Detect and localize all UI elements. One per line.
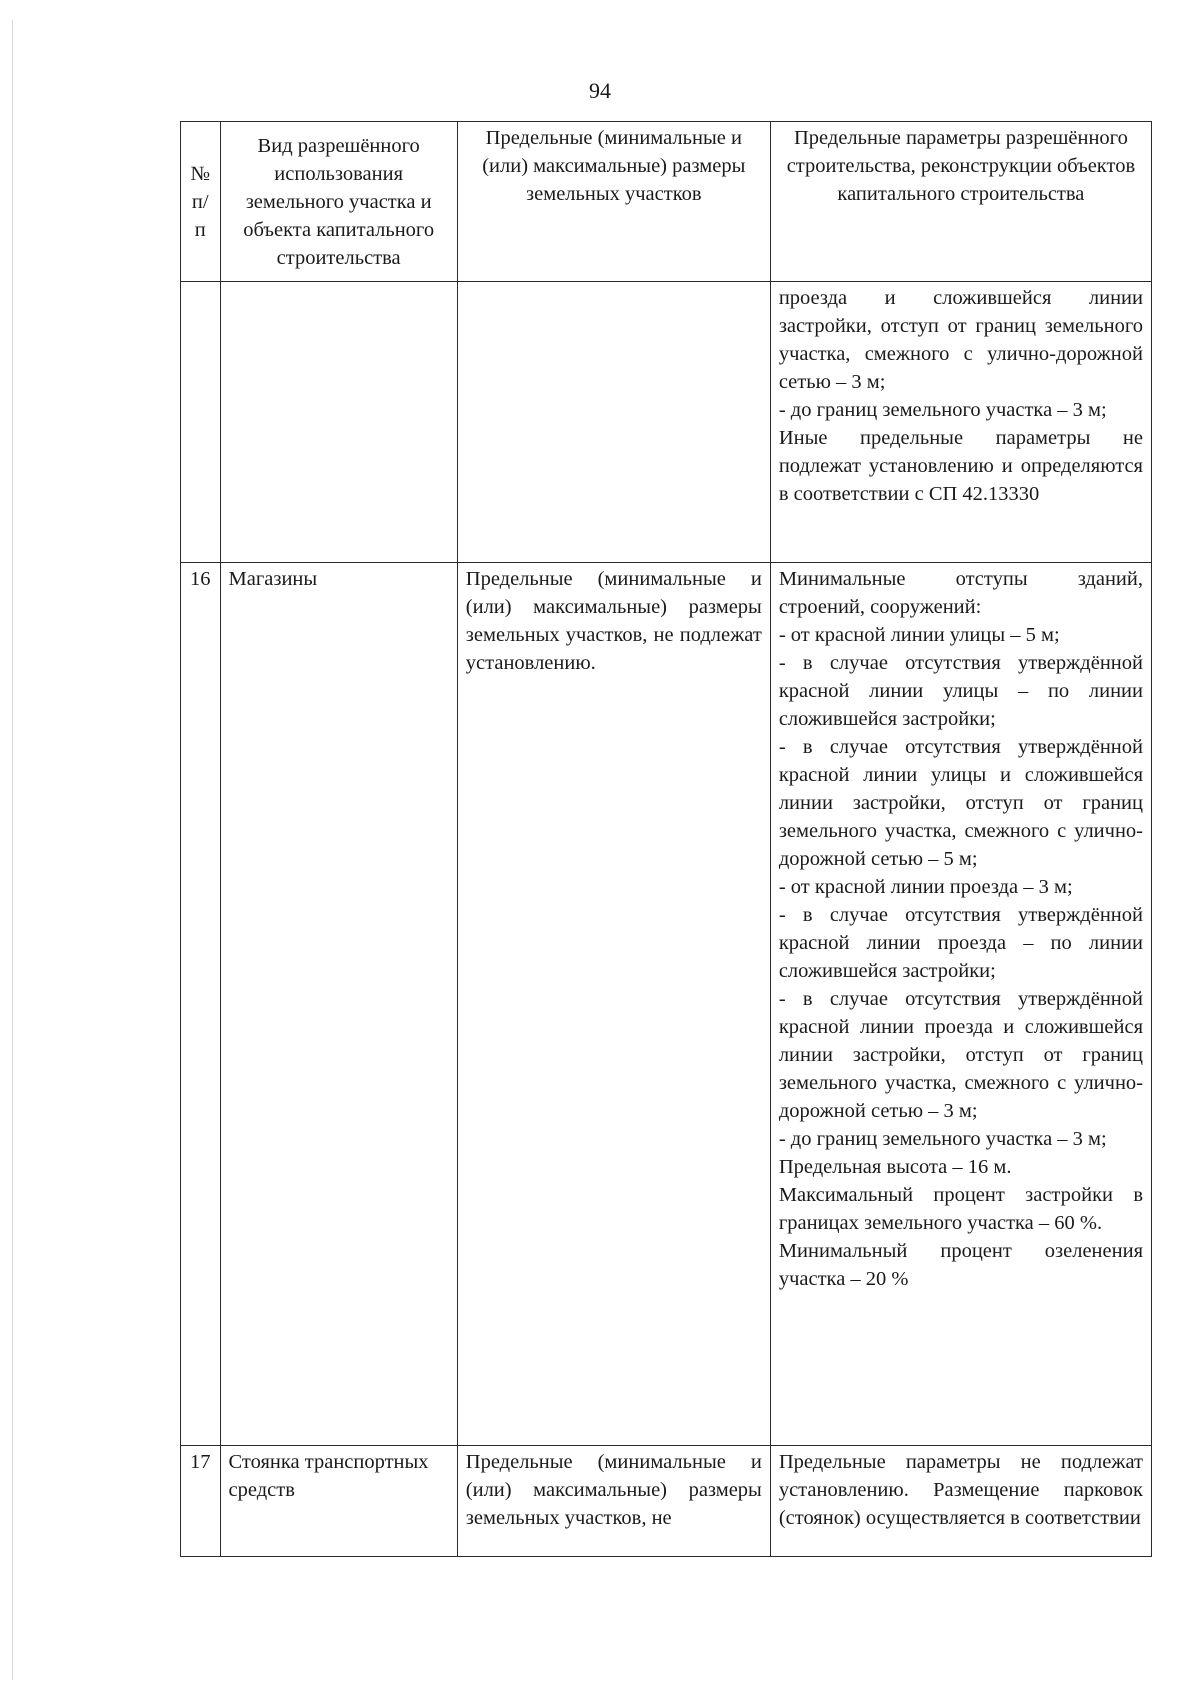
row16-type-cell: Магазины [220,563,457,1446]
param-line: Минимальный процент озеленения участка – 20 % [778,1240,1143,1290]
param-line: - в случае отсутствия утверждённой красной линии улицы – по линии сложившейся застройки; [778,652,1143,730]
param-line: Минимальные отступы зданий, строений, сооружений: [778,568,1143,618]
cont-params-cell [770,282,1151,563]
param-line: - до границ земельного участка – 3 м; [778,399,1107,421]
page-number: 94 [589,78,611,103]
param-line: - до границ земельного участка – 3 м; [778,1128,1107,1150]
cont-size-cell [457,282,770,563]
header-construction-params: Предельные параметры разрешённого строительства, реконструкции объектов капитального строительства [770,122,1151,282]
row17-number-cell: 17 [181,1446,221,1557]
param-line: - в случае отсутствия утверждённой красной линии проезда – по линии сложившейся застройки; [778,904,1143,982]
table-header-row [181,122,1152,282]
table-row-17 [181,1446,1152,1557]
param-line: Предельные параметры не подлежат установлению. Размещение парковок (стоянок) осуществляется в соответствии [778,1451,1143,1529]
cont-type-cell [220,282,457,563]
param-line: Предельная высота – 16 м. [778,1156,1012,1178]
param-line: Максимальный процент застройки в границах земельного участка – 60 %. [778,1184,1143,1234]
header-plot-size: Предельные (минимальные и (или) максимальные) размеры земельных участков [457,122,770,282]
param-line: - от красной линии проезда – 3 м; [778,876,1073,898]
param-line: Иные предельные параметры не подлежат установлению и определяются в соответствии с СП 42.13330 [778,427,1143,505]
row16-number-cell: 16 [181,563,221,1446]
table-row-16 [181,563,1152,1446]
table-row-continuation [181,282,1152,563]
row16-params-cell [770,563,1151,1446]
header-use-type: Вид разрешённого использования земельного участка и объекта капитального строительства [220,122,457,282]
param-line: - от красной линии улицы – 5 м; [778,624,1060,646]
param-line: проезда и сложившейся линии застройки, отступ от границ земельного участка, смежного с улично-дорожной сетью – 3 м; [778,287,1143,393]
param-line: - в случае отсутствия утверждённой красной линии улицы и сложившейся линии застройки, отступ от границ земельного участка, смежного с улично-дорожной сетью – 5 м; [778,736,1143,870]
header-number: № п/п [181,122,221,282]
row17-params-cell [770,1446,1151,1557]
row16-size-cell: Предельные (минимальные и (или) максимальные) размеры земельных участков, не подлежат установлению. [457,563,770,1446]
row17-type-cell: Стоянка транспортных средств [220,1446,457,1557]
cont-number-cell [181,282,221,563]
page-edge-line [12,20,13,1680]
regulations-table [180,121,1152,1557]
row17-size-cell: Предельные (минимальные и (или) максимальные) размеры земельных участков, не [457,1446,770,1557]
param-line: - в случае отсутствия утверждённой красной линии проезда и сложившейся линии застройки, отступ от границ земельного участка, смежного с улично-дорожной сетью – 3 м; [778,988,1143,1122]
